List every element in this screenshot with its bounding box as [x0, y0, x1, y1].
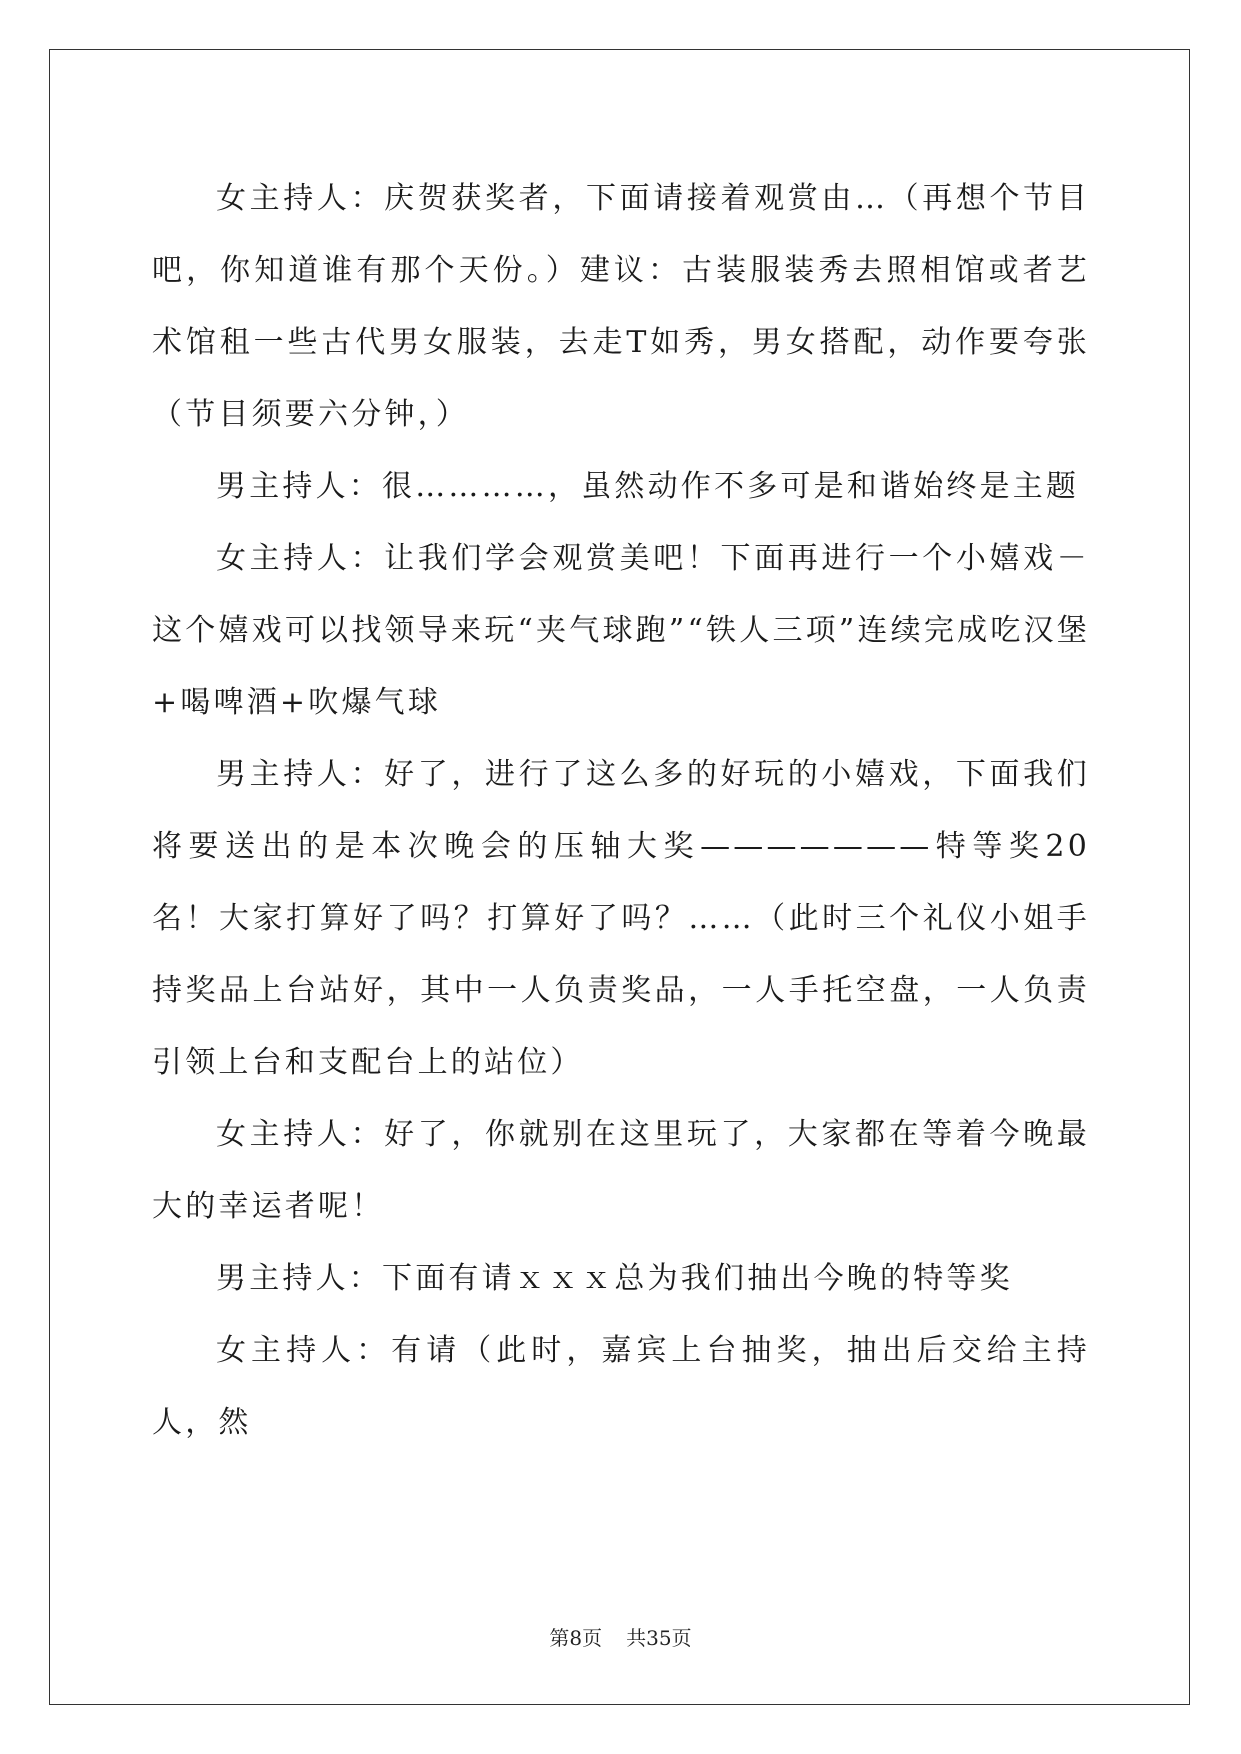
- paragraph: 男主持人：很…………，虽然动作不多可是和谐始终是主题: [216, 469, 1080, 504]
- paragraph: 女主持人：好了，你就别在这里玩了，大家都在等着今晚最大的幸运者呢！: [152, 1117, 1090, 1224]
- paragraph: 男主持人：下面有请ｘｘｘ总为我们抽出今晚的特等奖: [216, 1261, 1013, 1296]
- page-total: 共35页: [626, 1626, 692, 1650]
- page-number: 第8页: [549, 1626, 603, 1650]
- paragraph: 男主持人：好了，进行了这么多的好玩的小嬉戏，下面我们将要送出的是本次晚会的压轴大奖———————特等奖20名！大家打算好了吗？打算好了吗？……（此时三个礼仪小姐手持奖品上台站好，其中一人负责奖品，一人手托空盘，一人负责引领上台和支配台上的站位）: [152, 757, 1090, 1080]
- paragraph: 女主持人：让我们学会观赏美吧！下面再进行一个小嬉戏－这个嬉戏可以找领导来玩“夹气球跑”“铁人三项”连续完成吃汉堡+喝啤酒+吹爆气球: [152, 541, 1090, 720]
- paragraph: 女主持人：有请（此时，嘉宾上台抽奖，抽出后交给主持人，然: [152, 1333, 1090, 1440]
- document-body: [152, 163, 1090, 1459]
- paragraph: 女主持人：庆贺获奖者，下面请接着观赏由…（再想个节目吧，你知道谁有那个天份。）建议：古装服装秀去照相馆或者艺术馆租一些古代男女服装，去走T如秀，男女搭配，动作要夸张（节目须要六分钟，）: [152, 181, 1090, 432]
- page-footer: [0, 1624, 1241, 1652]
